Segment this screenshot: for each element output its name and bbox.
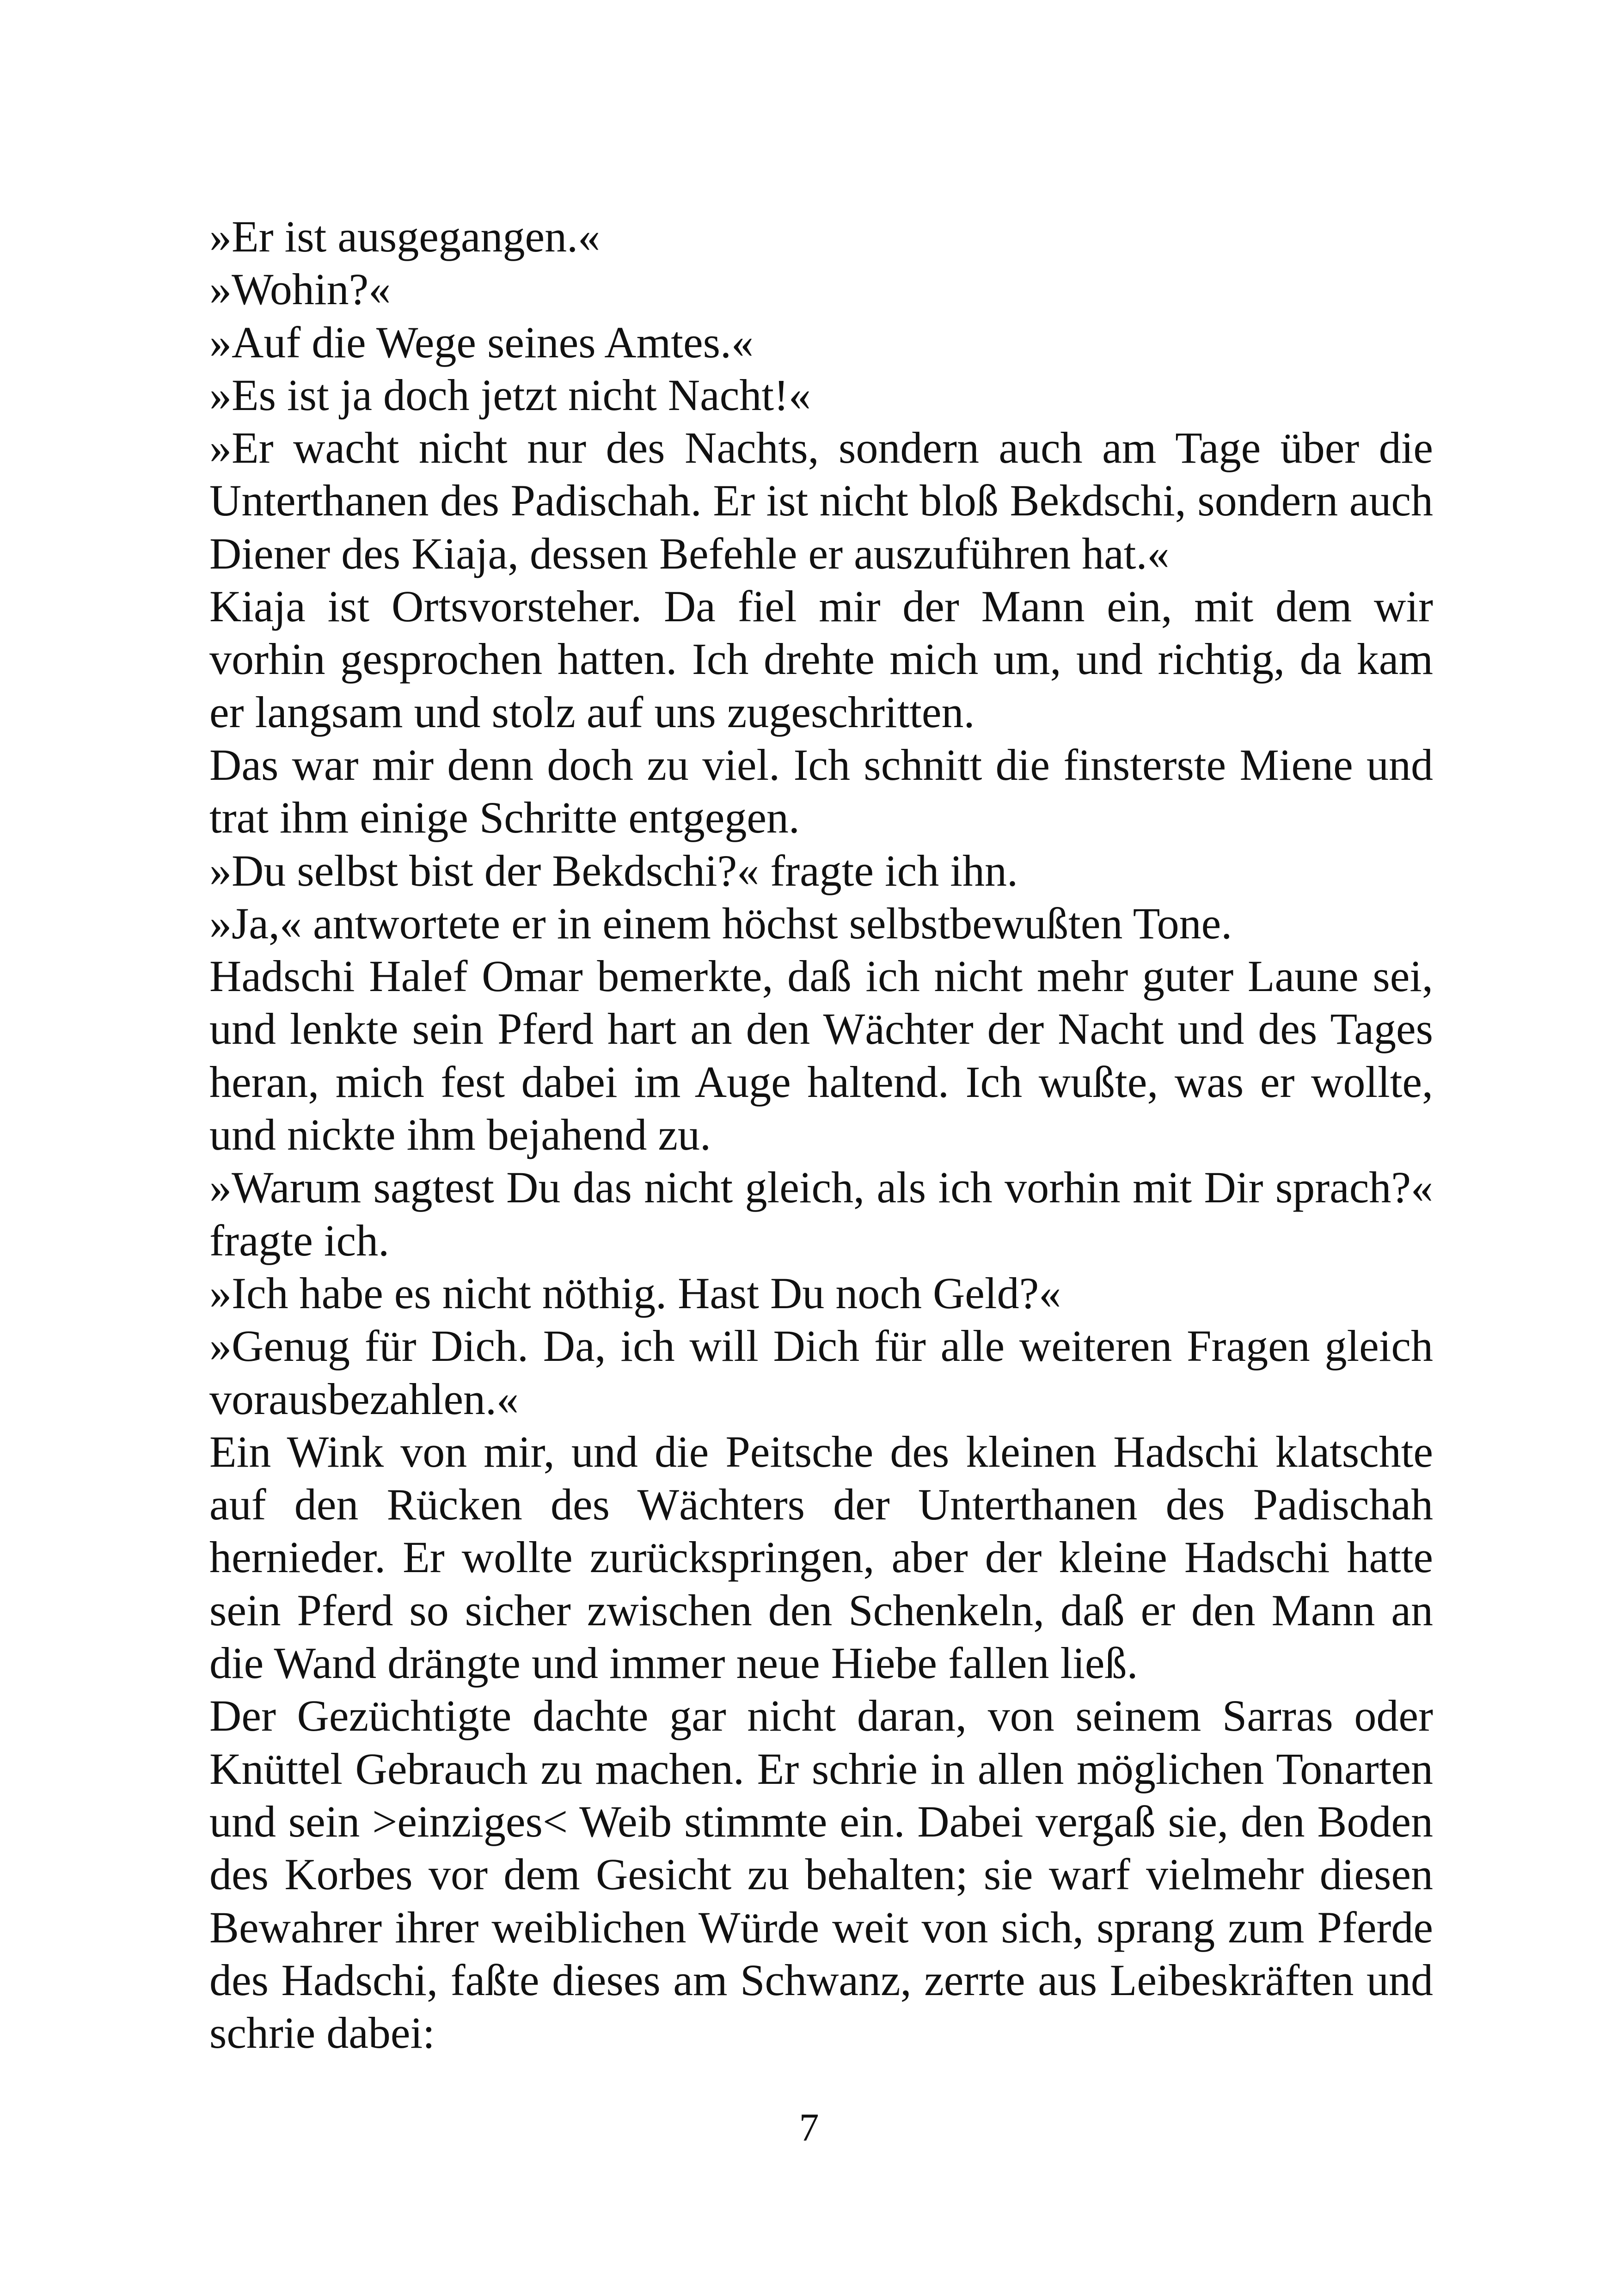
- paragraph: Kiaja ist Ortsvorsteher. Da fiel mir der Mann ein, mit dem wir vorhin gesprochen hatten. Ich drehte mich um, und richtig, da kam er langsam und stolz auf uns zugeschritten.: [209, 582, 1433, 737]
- paragraph: »Er ist ausgegangen.«: [209, 212, 601, 261]
- paragraph: Ein Wink von mir, und die Peitsche des kleinen Hadschi klatschte auf den Rücken des Wächters der Unterthanen des Padischah hernieder. Er wollte zurückspringen, aber der kleine Hadschi hatte sein Pferd so sicher zwischen den Schenkeln, daß er den Mann an die Wand drängte und immer neue Hiebe fallen ließ.: [209, 1427, 1433, 1688]
- paragraph: »Ja,« antwortete er in einem höchst selbstbewußten Tone.: [209, 898, 1232, 948]
- paragraph: »Er wacht nicht nur des Nachts, sondern auch am Tage über die Unterthanen des Padischah. Er ist nicht bloß Bekdschi, sondern auch Diener des Kiaja, dessen Befehle er auszuführen hat.«: [209, 423, 1433, 578]
- paragraph: »Es ist ja doch jetzt nicht Nacht!«: [209, 370, 811, 420]
- paragraph: »Warum sagtest Du das nicht gleich, als ich vorhin mit Dir sprach?« fragte ich.: [209, 1163, 1433, 1265]
- paragraph: »Genug für Dich. Da, ich will Dich für alle weiteren Fragen gleich vorausbezahlen.«: [209, 1321, 1433, 1424]
- paragraph: »Wohin?«: [209, 264, 391, 314]
- paragraph: Das war mir denn doch zu viel. Ich schnitt die finsterste Miene und trat ihm einige Schritte entgegen.: [209, 740, 1433, 843]
- body-text: [209, 210, 1433, 2059]
- paragraph: Der Gezüchtigte dachte gar nicht daran, von seinem Sarras oder Knüttel Gebrauch zu machen. Er schrie in allen möglichen Tonarten und sein >einziges< Weib stimmte ein. Dabei vergaß sie, den Boden des Korbes vor dem Gesicht zu behalten; sie warf vielmehr diesen Bewahrer ihrer weiblichen Würde weit von sich, sprang zum Pferde des Hadschi, faßte dieses am Schwanz, zerrte aus Leibeskräften und schrie dabei:: [209, 1691, 1433, 2058]
- page-number: 7: [799, 2105, 819, 2149]
- paragraph: »Du selbst bist der Bekdschi?« fragte ich ihn.: [209, 845, 1018, 895]
- paragraph: Hadschi Halef Omar bemerkte, daß ich nicht mehr guter Laune sei, und lenkte sein Pferd hart an den Wächter der Nacht und des Tages heran, mich fest dabei im Auge haltend. Ich wußte, was er wollte, und nickte ihm bejahend zu.: [209, 951, 1433, 1160]
- paragraph: »Ich habe es nicht nöthig. Hast Du noch Geld?«: [209, 1268, 1061, 1318]
- paragraph: »Auf die Wege seines Amtes.«: [209, 317, 754, 367]
